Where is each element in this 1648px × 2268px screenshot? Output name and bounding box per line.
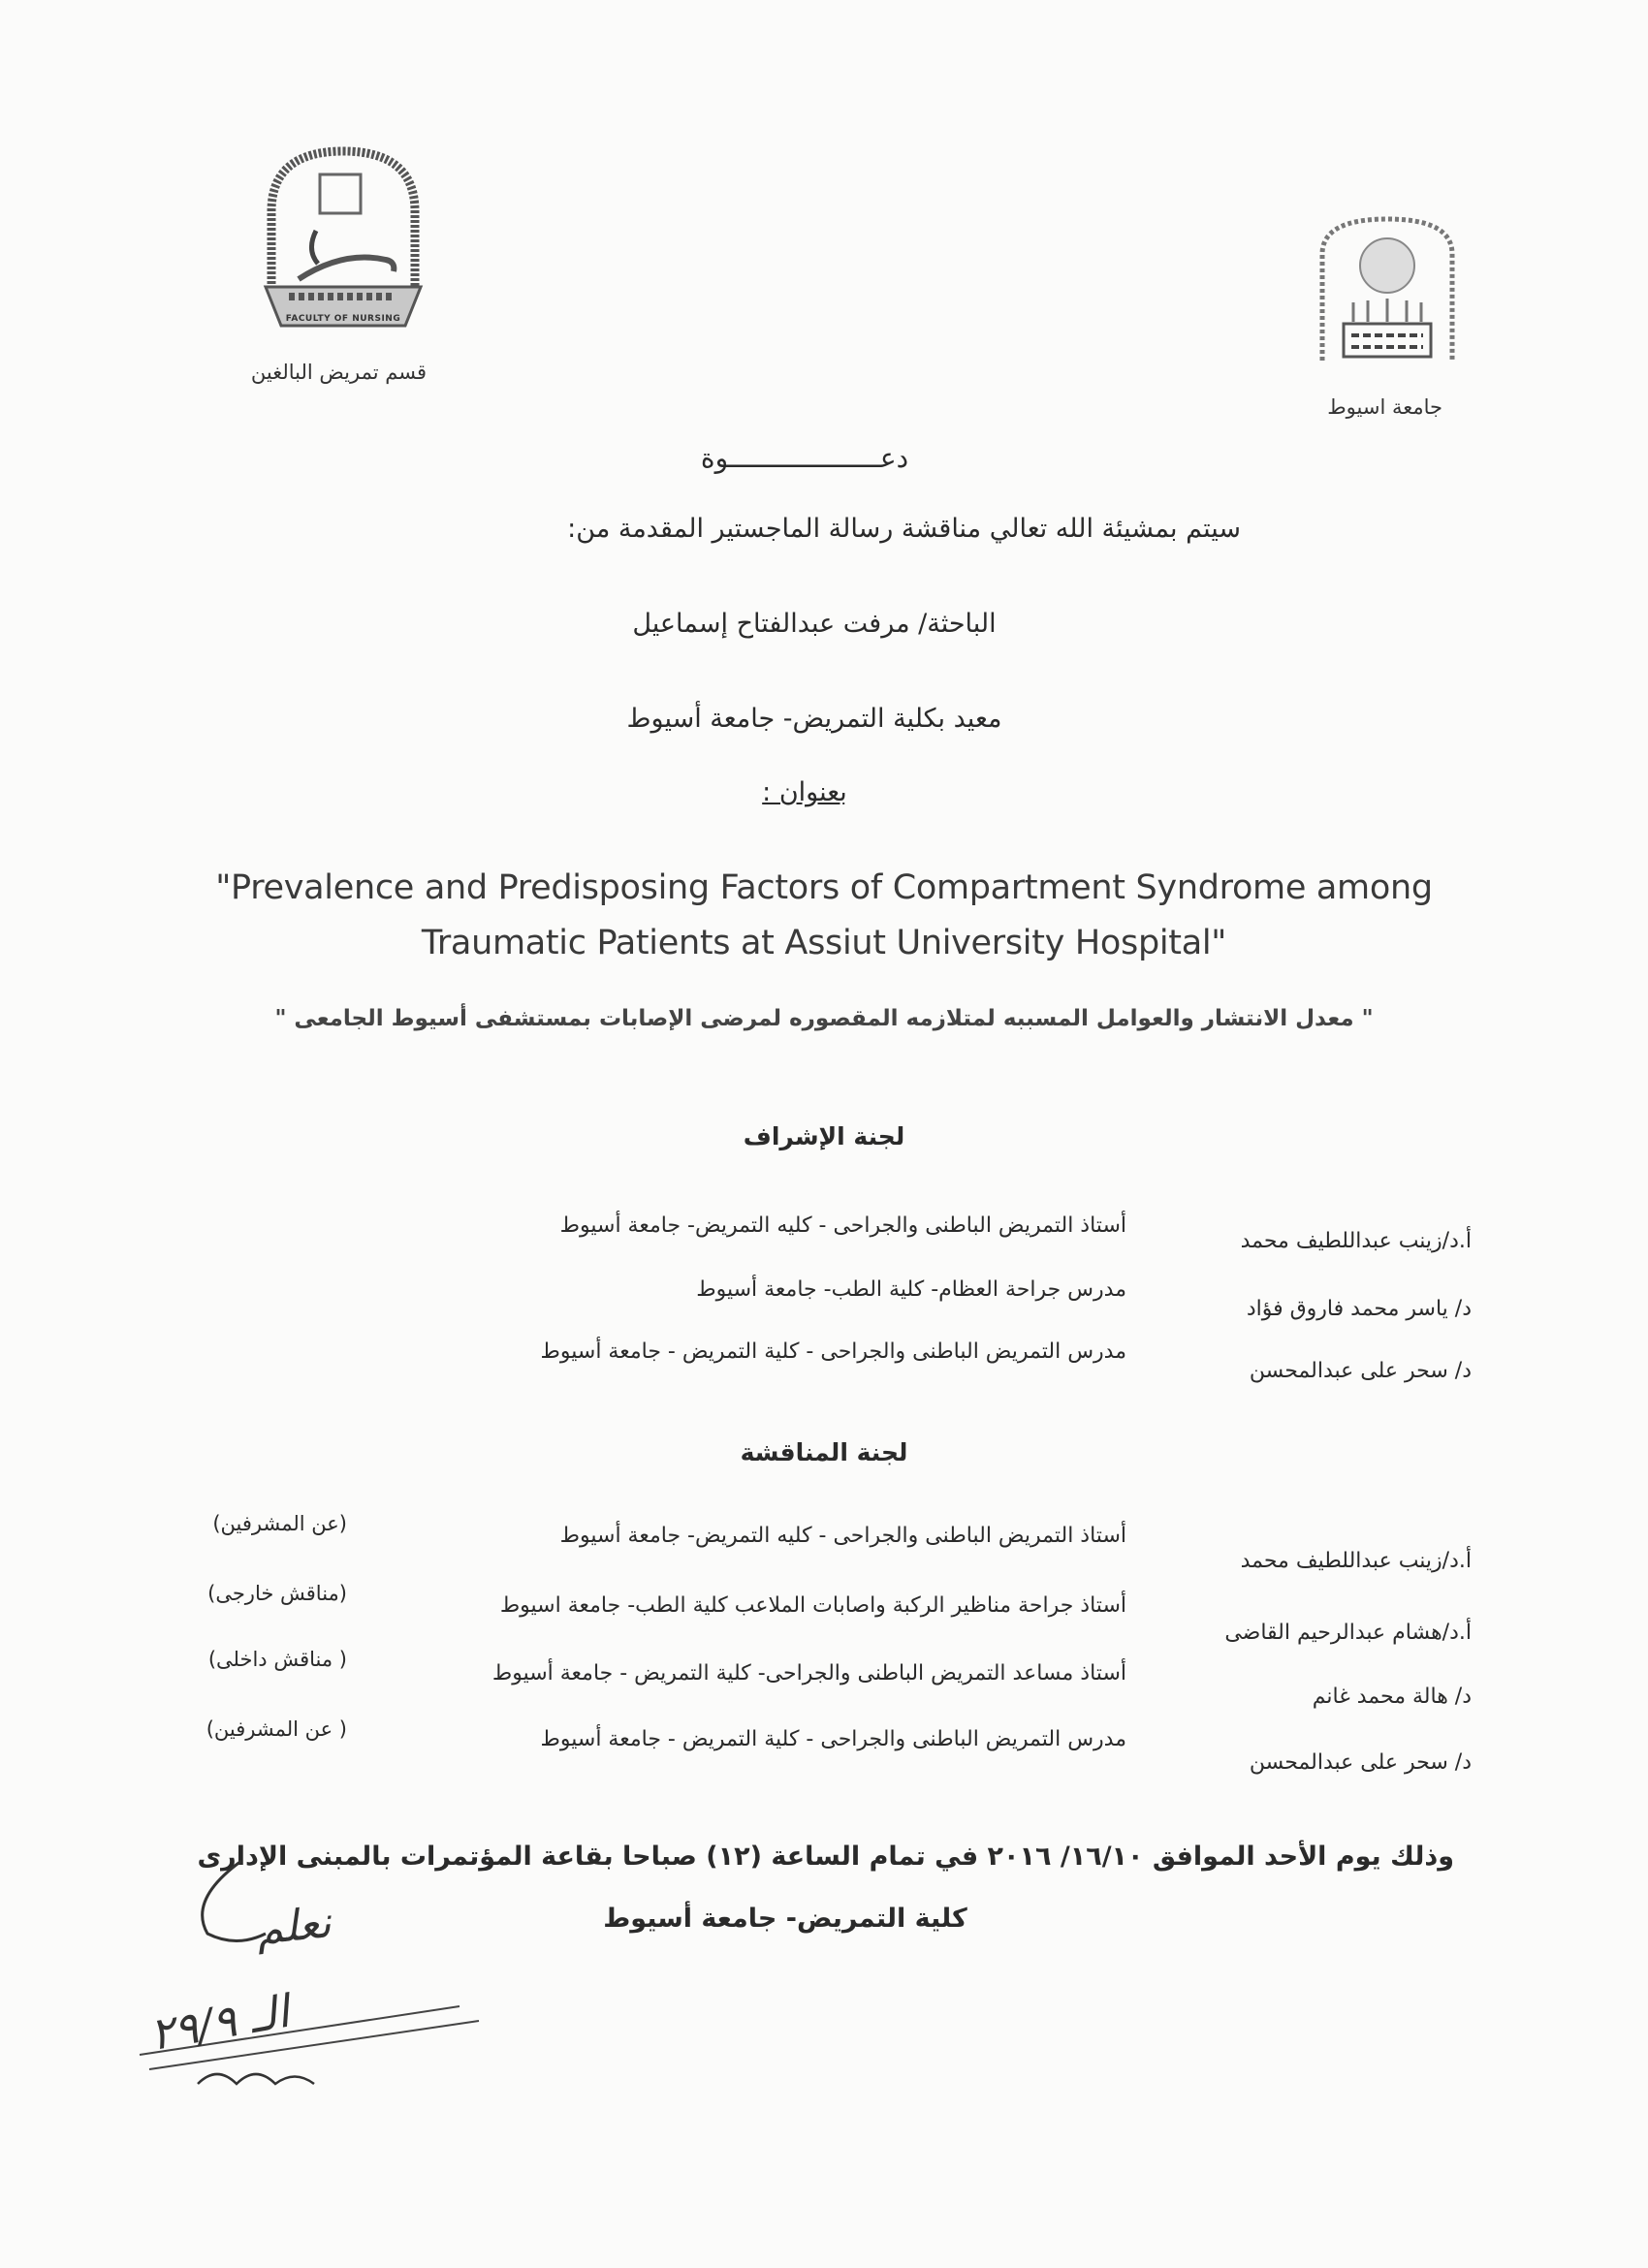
examiner-position: أستاذ التمريض الباطنى والجراحى - كليه التمريض- جامعة أسيوط bbox=[559, 1524, 1126, 1548]
event-venue: كلية التمريض- جامعة أسيوط bbox=[603, 1904, 967, 1934]
handwritten-signature bbox=[130, 1842, 498, 2113]
examiner-role: (مناقش خارجى) bbox=[207, 1582, 347, 1605]
title-label bbox=[0, 777, 1629, 807]
examiner-name: أ.د/زينب عبداللطيف محمد bbox=[1240, 1549, 1472, 1573]
researcher-affiliation: معيد بكلية التمريض- جامعة أسيوط bbox=[626, 704, 1002, 734]
examiner-position: مدرس التمريض الباطنى والجراحى - كلية التمريض - جامعة أسيوط bbox=[540, 1727, 1126, 1751]
faculty-logo-emblem bbox=[260, 143, 427, 328]
supervisor-name: أ.د/زينب عبداللطيف محمد bbox=[1240, 1229, 1472, 1253]
examiner-name: د/ هالة محمد غانم bbox=[1312, 1685, 1472, 1709]
invitation-title: دعـــــــــــــــــــوة bbox=[700, 442, 909, 474]
faculty-logo-text: FACULTY OF NURSING bbox=[285, 314, 401, 324]
researcher-name: الباحثة/ مرفت عبدالفتاح إسماعيل bbox=[632, 609, 997, 639]
faculty-of-nursing-logo bbox=[260, 143, 427, 328]
examiner-position: أستاذ مساعد التمريض الباطنى والجراحى- كلية التمريض - جامعة أسيوط bbox=[491, 1661, 1126, 1685]
signature-text: نعلم bbox=[253, 1898, 333, 1955]
discussion-heading: لجنة المناقشة bbox=[740, 1438, 908, 1466]
supervisor-name: د/ ياسر محمد فاروق فؤاد bbox=[1246, 1297, 1472, 1321]
supervisor-position: أستاذ التمريض الباطنى والجراحى - كليه التمريض- جامعة أسيوط bbox=[559, 1213, 1126, 1238]
supervisor-position: مدرس جراحة العظام- كلية الطب- جامعة أسيوط bbox=[696, 1277, 1126, 1302]
examiner-name: أ.د/هشام عبدالرحيم القاضى bbox=[1224, 1621, 1472, 1645]
supervisor-name: د/ سحر على عبدالمحسن bbox=[1249, 1359, 1472, 1383]
department-label: قسم تمريض البالغين bbox=[250, 361, 427, 384]
title-label-text: بعنوان : bbox=[762, 777, 847, 807]
english-title-line-2: Traumatic Patients at Assiut University Hospital" bbox=[421, 924, 1227, 962]
supervisor-position: مدرس التمريض الباطنى والجراحى - كلية التمريض - جامعة أسيوط bbox=[540, 1339, 1126, 1364]
examiner-role: ( عن المشرفين) bbox=[206, 1717, 347, 1741]
examiner-position: أستاذ جراحة مناظير الركبة واصابات الملاعب كلية الطب- جامعة اسيوط bbox=[499, 1593, 1126, 1618]
examiner-role: (عن المشرفين) bbox=[212, 1512, 347, 1535]
assiut-university-logo bbox=[1315, 215, 1460, 370]
event-datetime-location: وذلك يوم الأحد الموافق ١٦/١٠/ ٢٠١٦ في تمام الساعة (١٢) صباحا بقاعة المؤتمرات بالمبنى الإدارى bbox=[197, 1842, 1454, 1872]
signature-strokes bbox=[130, 1842, 498, 2113]
university-label: جامعة اسيوط bbox=[1327, 395, 1442, 419]
english-title-line-1: "Prevalence and Predisposing Factors of Compartment Syndrome among bbox=[215, 868, 1433, 907]
examiner-name: د/ سحر على عبدالمحسن bbox=[1249, 1750, 1472, 1775]
arabic-title: " معدل الانتشار والعوامل المسببه لمتلازمه المقصوره لمرضى الإصابات بمستشفى أسيوط الجامعى " bbox=[274, 1006, 1374, 1031]
intro-line: سيتم بمشيئة الله تعالي مناقشة رسالة الماجستير المقدمة من: bbox=[567, 514, 1241, 544]
examiner-role: ( مناقش داخلى) bbox=[207, 1648, 347, 1671]
signature-date-note: الـ ٢٩/٩ bbox=[145, 1984, 294, 2062]
supervision-heading: لجنة الإشراف bbox=[743, 1122, 905, 1150]
